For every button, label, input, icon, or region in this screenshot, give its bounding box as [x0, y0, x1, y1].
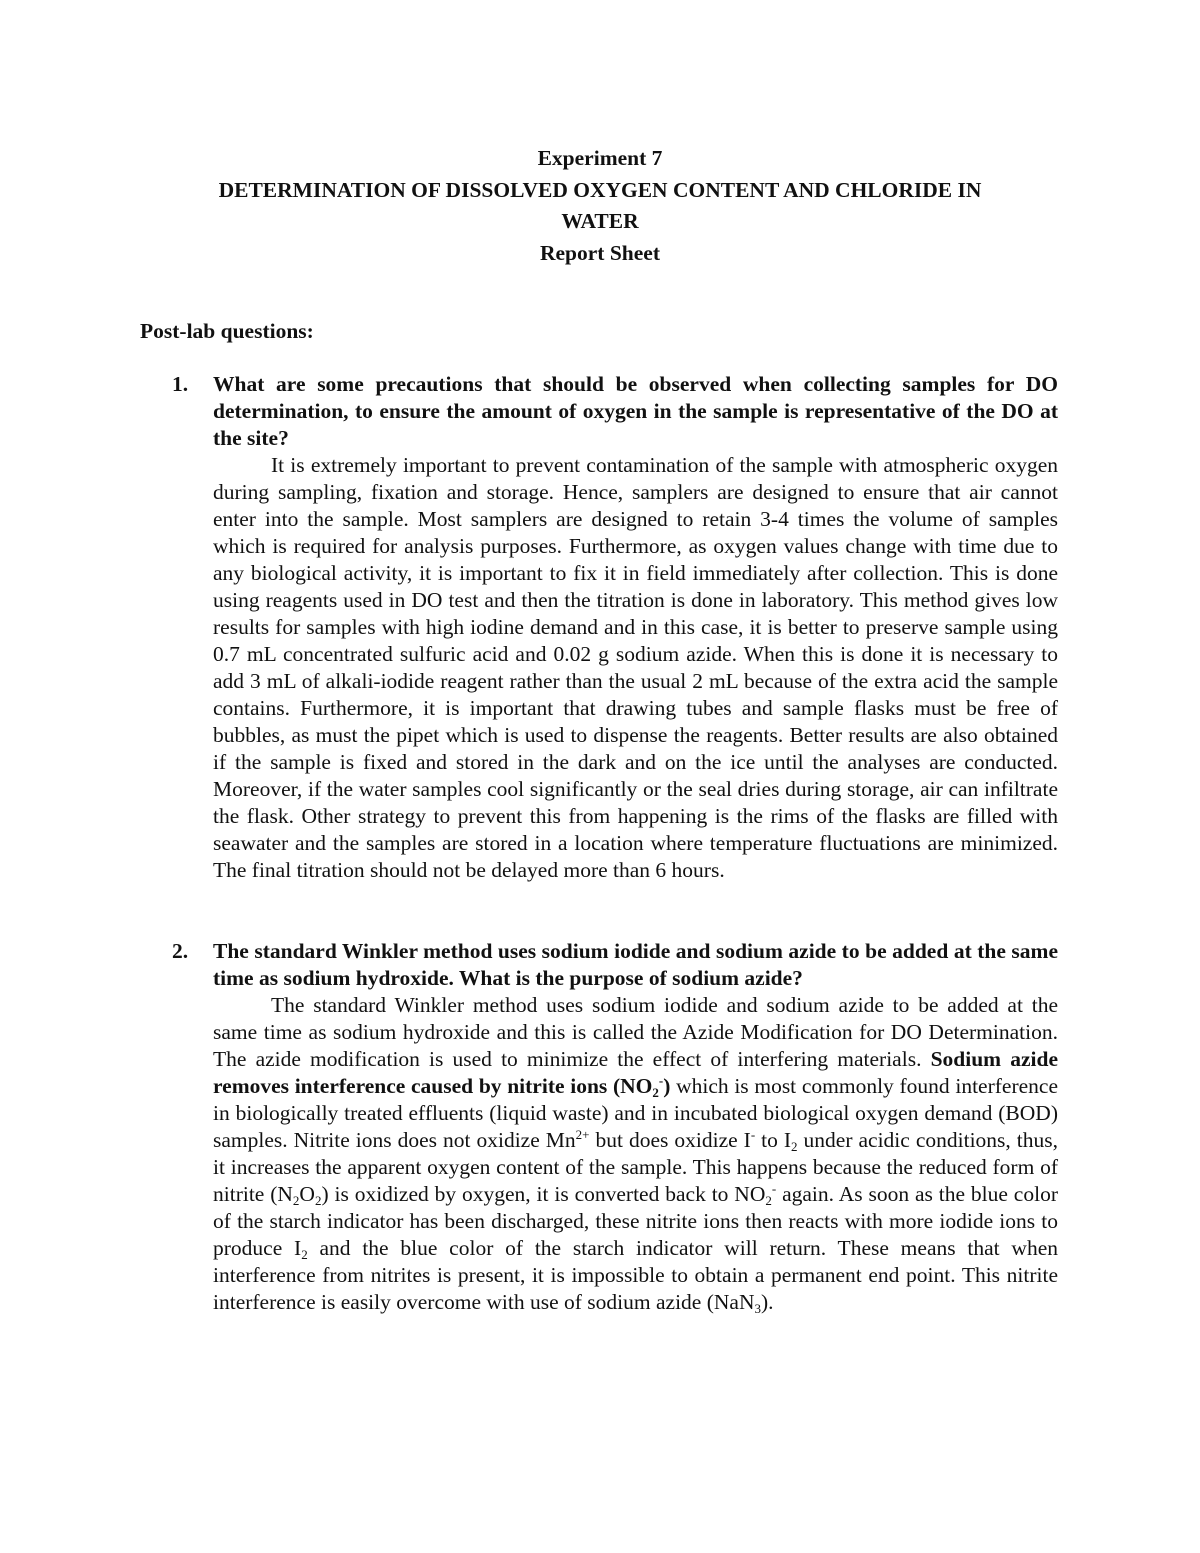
question-1	[172, 371, 1058, 884]
question-number: 1.	[172, 372, 189, 396]
question-number: 2.	[172, 939, 189, 963]
bold-statement: Sodium azide removes interference caused by nitrite ions $(NO_2^-)$	[213, 1047, 1058, 1100]
postlab-heading: Post-lab questions:	[140, 319, 314, 343]
question-text: What are some precautions that should be observed when collecting samples for DO determination, to ensure the amount of oxygen in the sample is representative of the DO at the site?	[213, 372, 1058, 450]
report-title-line-1: DETERMINATION OF DISSOLVED OXYGEN CONTENT AND CHLORIDE IN	[218, 177, 982, 202]
report-header	[140, 143, 1060, 269]
report-title-line-2: WATER	[561, 209, 639, 233]
question-text: The standard Winkler method uses sodium iodide and sodium azide to be added at the same time as sodium hydroxide. What is the purpose of sodium azide?	[213, 939, 1058, 990]
answer-text: The standard Winkler method uses sodium iodide and sodium azide to be added at the same time as sodium hydroxide and this is called the Azide Modification for DO Determination. The azide modification is used to minimize the effect of interfering materials. Sodium azide removes interference caused by nitrite ions $(NO_2^-)$ which is most commonly found interference in biologically treated effluents (liquid waste) and in incubated biological oxygen demand (BOD) samples. Nitrite ions does not oxidize $Mn^{2+}$ but does oxidize I- to $I_2$ under acidic conditions, thus, it increases the apparent oxygen content of the sample. This happens because the reduced form of nitrite $(N_2O_2)$ is oxidized by oxygen, it is converted back to $NO_2^-$ again. As soon as the blue color of the starch indicator has been discharged, these nitrite ions then reacts with more iodide ions to produce $I_2$ and the blue color of the starch indicator will return. These means that when interference from nitrites is present, it is impossible to obtain a permanent end point. This nitrite interference is easily overcome with use of sodium azide (NaN$_3$).	[213, 993, 1058, 1316]
question-2	[172, 938, 1058, 1316]
report-subtitle: Report Sheet	[539, 240, 660, 265]
answer-text: It is extremely important to prevent contamination of the sample with atmospheric oxygen during sampling, fixation and storage. Hence, samplers are designed to ensure that air cannot enter into the sample. Most samplers are designed to retain 3-4 times the volume of samples which is required for analysis purposes. Furthermore, as oxygen values change with time due to any biological activity, it is important to fix it in field immediately after collection. This is done using reagents used in DO test and then the titration is done in laboratory. This method gives low results for samples with high iodine demand and in this case, it is better to preserve sample using 0.7 mL concentrated sulfuric acid and 0.02 g sodium azide. When this is done it is necessary to add 3 mL of alkali-iodide reagent rather than the usual 2 mL because of the extra acid the sample contains. Furthermore, it is important that drawing tubes and sample flasks must be free of bubbles, as must the pipet which is used to dispense the reagents. Better results are also obtained if the sample is fixed and stored in the dark and on the ice until the analyses are conducted. Moreover, if the water samples cool significantly or the seal dries during storage, air can infiltrate the flask. Other strategy to prevent this from happening is the rims of the flasks are filled with seawater and the samples are stored in a location where temperature fluctuations are minimized. The final titration should not be delayed more than 6 hours.	[213, 453, 1058, 882]
experiment-number: Experiment 7	[537, 146, 663, 170]
